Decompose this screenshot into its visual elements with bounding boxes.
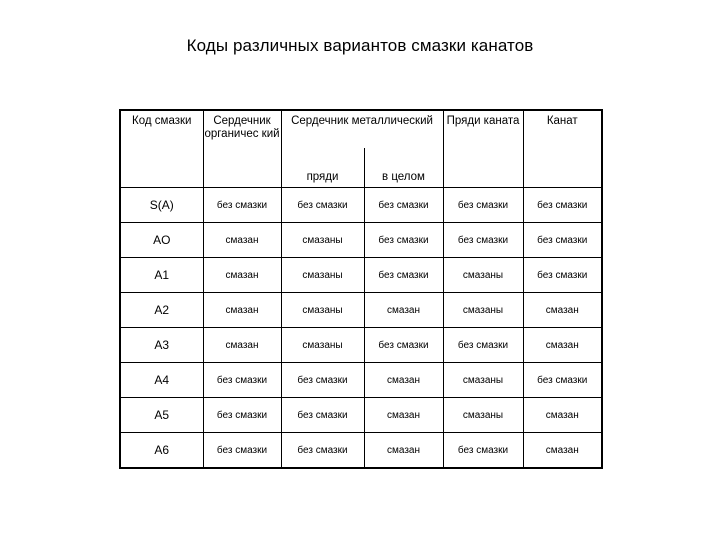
table-row bbox=[120, 258, 602, 293]
table-row bbox=[120, 398, 602, 433]
cell-core-metal-whole: без смазки bbox=[364, 258, 443, 293]
cell-rope-strands: без смазки bbox=[443, 433, 523, 469]
cell-core-metal-strands: без смазки bbox=[281, 433, 364, 469]
header-code: Код смазки bbox=[120, 110, 203, 188]
code-cell: AO bbox=[120, 223, 203, 258]
code-cell: A4 bbox=[120, 363, 203, 398]
cell-rope-strands: без смазки bbox=[443, 223, 523, 258]
cell-core-organic: смазан bbox=[203, 258, 281, 293]
code-cell: A1 bbox=[120, 258, 203, 293]
cell-core-metal-whole: смазан bbox=[364, 363, 443, 398]
table-row bbox=[120, 328, 602, 363]
cell-rope: смазан bbox=[523, 398, 602, 433]
cell-rope: без смазки bbox=[523, 363, 602, 398]
cell-core-organic: без смазки bbox=[203, 188, 281, 223]
code-cell: S(A) bbox=[120, 188, 203, 223]
cell-rope: без смазки bbox=[523, 188, 602, 223]
cell-core-organic: без смазки bbox=[203, 433, 281, 469]
table-row bbox=[120, 433, 602, 469]
header-core-organic: Сердечник органичес кий bbox=[203, 110, 281, 188]
cell-core-metal-strands: смазаны bbox=[281, 258, 364, 293]
cell-core-metal-strands: смазаны bbox=[281, 223, 364, 258]
header-rope-strands: Пряди каната bbox=[443, 110, 523, 188]
cell-core-organic: смазан bbox=[203, 223, 281, 258]
cell-core-metal-strands: без смазки bbox=[281, 398, 364, 433]
table-row bbox=[120, 223, 602, 258]
cell-core-metal-strands: смазаны bbox=[281, 328, 364, 363]
cell-core-organic: смазан bbox=[203, 328, 281, 363]
cell-core-metal-whole: без смазки bbox=[364, 328, 443, 363]
table-row bbox=[120, 293, 602, 328]
cell-core-organic: смазан bbox=[203, 293, 281, 328]
table-row bbox=[120, 188, 602, 223]
cell-rope: без смазки bbox=[523, 223, 602, 258]
cell-rope: смазан bbox=[523, 328, 602, 363]
cell-rope-strands: смазаны bbox=[443, 398, 523, 433]
code-cell: A6 bbox=[120, 433, 203, 469]
cell-core-metal-strands: без смазки bbox=[281, 363, 364, 398]
cell-rope-strands: без смазки bbox=[443, 328, 523, 363]
cell-core-metal-whole: смазан bbox=[364, 293, 443, 328]
cell-rope-strands: смазаны bbox=[443, 258, 523, 293]
cell-core-metal-whole: без смазки bbox=[364, 223, 443, 258]
lubrication-codes-table bbox=[119, 109, 603, 469]
cell-rope: без смазки bbox=[523, 258, 602, 293]
code-cell: A5 bbox=[120, 398, 203, 433]
cell-rope: смазан bbox=[523, 433, 602, 469]
cell-core-metal-strands: без смазки bbox=[281, 188, 364, 223]
cell-rope-strands: смазаны bbox=[443, 363, 523, 398]
cell-core-metal-strands: смазаны bbox=[281, 293, 364, 328]
header-core-metal: Сердечник металлический bbox=[281, 110, 443, 148]
cell-core-metal-whole: смазан bbox=[364, 433, 443, 469]
cell-rope-strands: без смазки bbox=[443, 188, 523, 223]
header-rope: Канат bbox=[523, 110, 602, 188]
code-cell: A3 bbox=[120, 328, 203, 363]
cell-core-organic: без смазки bbox=[203, 398, 281, 433]
header-core-metal-whole: в целом bbox=[364, 148, 443, 187]
cell-rope-strands: смазаны bbox=[443, 293, 523, 328]
cell-core-organic: без смазки bbox=[203, 363, 281, 398]
header-core-metal-strands: пряди bbox=[281, 148, 364, 187]
table-row bbox=[120, 363, 602, 398]
cell-core-metal-whole: смазан bbox=[364, 398, 443, 433]
cell-rope: смазан bbox=[523, 293, 602, 328]
code-cell: A2 bbox=[120, 293, 203, 328]
cell-core-metal-whole: без смазки bbox=[364, 188, 443, 223]
slide-title: Коды различных вариантов смазки канатов bbox=[186, 36, 534, 55]
